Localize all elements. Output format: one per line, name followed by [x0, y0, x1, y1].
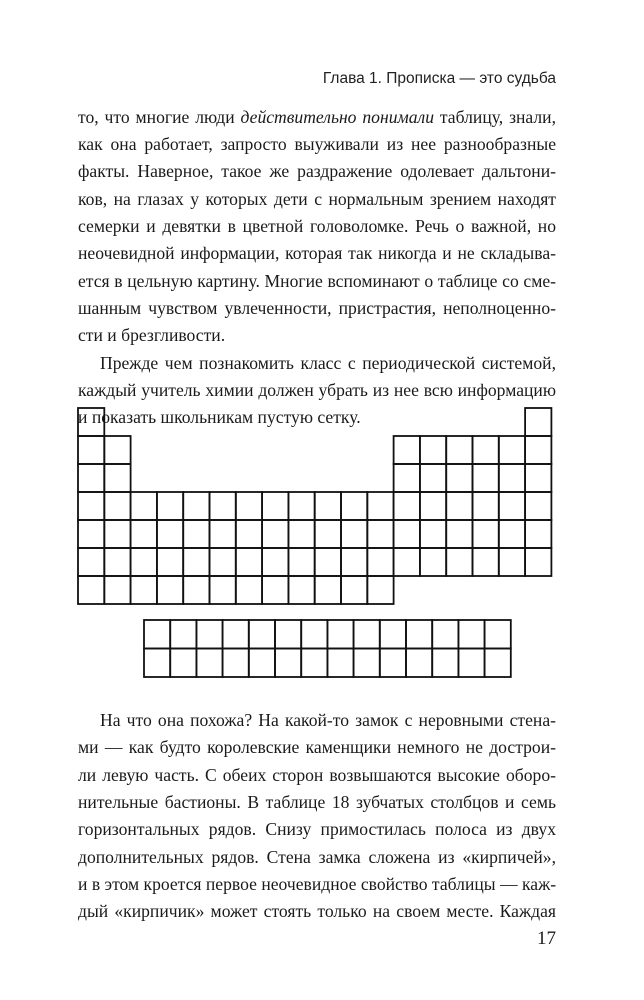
grid-cell: [78, 408, 104, 436]
grid-cell: [394, 492, 420, 520]
grid-cell: [327, 620, 353, 649]
grid-cell: [183, 548, 209, 576]
text-line: ков, на глазах у которых дети с нормальным зрением находят: [78, 189, 556, 209]
grid-cell: [525, 436, 551, 464]
grid-cell: [341, 548, 367, 576]
grid-cell: [288, 492, 314, 520]
grid-cell: [315, 548, 341, 576]
grid-cell: [288, 520, 314, 548]
grid-cell: [473, 436, 499, 464]
grid-cell: [262, 492, 288, 520]
grid-cell: [170, 649, 196, 678]
grid-cell: [341, 576, 367, 604]
grid-cell: [394, 548, 420, 576]
grid-cell: [236, 576, 262, 604]
text-line: и показать школьникам пустую сетку.: [78, 407, 361, 427]
grid-cell: [367, 576, 393, 604]
text-line: ется в цельную картину. Многие вспоминают о таблице со сме-: [78, 271, 556, 291]
grid-cell: [183, 576, 209, 604]
grid-cell: [144, 620, 170, 649]
grid-cell: [223, 620, 249, 649]
grid-cell: [446, 492, 472, 520]
grid-cell: [354, 649, 380, 678]
grid-cell: [315, 576, 341, 604]
grid-cell: [525, 464, 551, 492]
page-number: 17: [537, 928, 556, 949]
text-line: как она работает, запросто выуживали из нее разнообразные: [78, 134, 556, 154]
grid-cell: [446, 548, 472, 576]
grid-cell: [432, 620, 458, 649]
grid-cell: [104, 520, 130, 548]
grid-cell: [196, 649, 222, 678]
grid-cell: [420, 492, 446, 520]
text-line: сти и брезгливости.: [78, 325, 226, 345]
grid-cell: [432, 649, 458, 678]
grid-cell: [78, 548, 104, 576]
grid-cell: [420, 520, 446, 548]
grid-cell: [420, 464, 446, 492]
text-line: семерки и девятки в цветной головоломке. Речь о важной, но: [78, 216, 556, 236]
grid-cell: [157, 576, 183, 604]
grid-cell: [446, 520, 472, 548]
text-line: ми — как будто королевские каменщики немного не дострои-: [78, 737, 556, 757]
grid-cell: [367, 492, 393, 520]
grid-cell: [394, 464, 420, 492]
running-header: Глава 1. Прописка — это судьба: [322, 70, 556, 87]
grid-cell: [473, 520, 499, 548]
grid-cell: [249, 649, 275, 678]
grid-cell: [420, 436, 446, 464]
grid-cell: [341, 492, 367, 520]
grid-cell: [104, 548, 130, 576]
grid-cell: [458, 649, 484, 678]
grid-cell: [223, 649, 249, 678]
grid-cell: [485, 649, 511, 678]
grid-cell: [485, 620, 511, 649]
grid-cell: [525, 520, 551, 548]
grid-cell: [473, 464, 499, 492]
grid-cell: [315, 520, 341, 548]
grid-cell: [249, 620, 275, 649]
grid-cell: [327, 649, 353, 678]
grid-cell: [380, 620, 406, 649]
grid-cell: [315, 492, 341, 520]
grid-cell: [354, 620, 380, 649]
grid-cell: [131, 548, 157, 576]
grid-cell: [525, 548, 551, 576]
grid-cell: [275, 620, 301, 649]
grid-cell: [406, 649, 432, 678]
grid-cell: [525, 408, 551, 436]
text-line: ли левую часть. С обеих сторон возвышаются высокие оборо-: [78, 765, 556, 785]
text-line: и в этом кроется первое неочевидное свойство таблицы — каж-: [78, 874, 557, 894]
grid-cell: [104, 492, 130, 520]
grid-cell: [262, 520, 288, 548]
text-line: каждый учитель химии должен убрать из нее всю информацию: [78, 380, 556, 400]
grid-cell: [367, 548, 393, 576]
grid-cell: [183, 520, 209, 548]
grid-cell: [236, 548, 262, 576]
grid-cell: [301, 649, 327, 678]
grid-cell: [170, 620, 196, 649]
text-line: дополнительных рядов. Стена замка сложена из «кирпичей»,: [78, 847, 556, 867]
grid-cell: [420, 548, 446, 576]
grid-cell: [131, 576, 157, 604]
grid-cell: [406, 620, 432, 649]
text-line: дый «кирпичик» может стоять только на своем месте. Каждая: [78, 901, 556, 921]
text-segment: то, что многие люди: [78, 107, 241, 127]
grid-cell: [183, 492, 209, 520]
grid-cell: [210, 492, 236, 520]
grid-cell: [446, 436, 472, 464]
text-line: шанным чувством увлеченности, пристрастия, неполноценно-: [78, 298, 556, 318]
text-line: горизонтальных рядов. Снизу примостилась полоса из двух: [78, 819, 556, 839]
grid-cell: [236, 492, 262, 520]
grid-cell: [262, 548, 288, 576]
grid-cell: [78, 520, 104, 548]
grid-cell: [473, 492, 499, 520]
grid-cell: [78, 464, 104, 492]
text-line: нительные бастионы. В таблице 18 зубчатых столбцов и семь: [78, 792, 556, 812]
grid-cell: [78, 492, 104, 520]
grid-cell: [144, 649, 170, 678]
grid-cell: [196, 620, 222, 649]
grid-cell: [499, 492, 525, 520]
grid-cell: [157, 548, 183, 576]
grid-cell: [210, 520, 236, 548]
grid-cell: [210, 548, 236, 576]
text-line: факты. Наверное, такое же раздражение одолевает дальтони-: [78, 161, 556, 181]
grid-cell: [525, 492, 551, 520]
grid-cell: [157, 520, 183, 548]
grid-cell: [380, 649, 406, 678]
grid-cell: [275, 649, 301, 678]
grid-cell: [78, 436, 104, 464]
grid-cell: [131, 520, 157, 548]
grid-cell: [394, 436, 420, 464]
grid-cell: [301, 620, 327, 649]
grid-cell: [473, 548, 499, 576]
grid-cell: [499, 464, 525, 492]
grid-cell: [499, 548, 525, 576]
grid-cell: [341, 520, 367, 548]
grid-cell: [499, 520, 525, 548]
grid-cell: [446, 464, 472, 492]
grid-cell: [78, 576, 104, 604]
grid-cell: [288, 548, 314, 576]
grid-cell: [458, 620, 484, 649]
grid-cell: [499, 436, 525, 464]
italic-emphasis: действительно понимали: [240, 107, 434, 127]
text-line: На что она похожа? На какой-то замок с неровными стена-: [100, 710, 556, 730]
text-line: неочевидной информации, которая так никогда и не складыва-: [78, 243, 556, 263]
grid-cell: [288, 576, 314, 604]
grid-cell: [104, 436, 130, 464]
text-segment: таблицу, знали,: [434, 107, 556, 127]
grid-cell: [131, 492, 157, 520]
text-line: Прежде чем познакомить класс с периодической системой,: [100, 353, 556, 373]
grid-cell: [104, 464, 130, 492]
grid-cell: [262, 576, 288, 604]
grid-cell: [367, 520, 393, 548]
grid-cell: [236, 520, 262, 548]
grid-cell: [157, 492, 183, 520]
grid-cell: [210, 576, 236, 604]
grid-cell: [104, 576, 130, 604]
grid-cell: [394, 520, 420, 548]
